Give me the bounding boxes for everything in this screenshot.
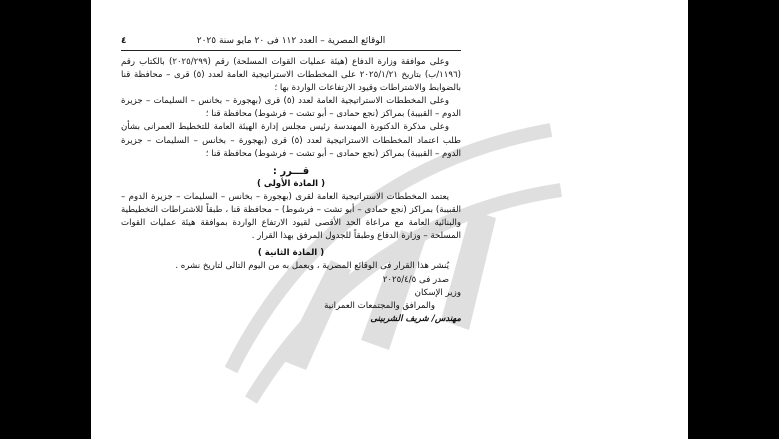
decision-heading: قـــرر : (272, 165, 310, 177)
header-title: الوقائع المصرية – العدد ١١٢ فى ٢٠ مايو سنة ٢٠٢٥ (196, 36, 386, 46)
left-black-margin (0, 0, 91, 439)
issue-date: صدر فى ٢٠٢٥/٤/٥ (382, 274, 449, 285)
paragraph-2: وعلى المخططات الاستراتيجية العامة لعدد (٥) قرى (بهجورة – بخانس – السليمات – جزيرة الدوم – القبيبة) بمراكز (نجع حمادى – أبو تشت – فرشوط) محافظة قنا ؛ (121, 96, 461, 120)
right-black-margin (688, 0, 779, 439)
article-1-heading: ( المادة الأولى ) (256, 178, 326, 189)
signature-block (121, 287, 461, 326)
article-2-text: يُنشر هذا القرار فى الوقائع المصرية ، ويعمل به من اليوم التالى لتاريخ نشره . (175, 261, 449, 272)
page-header (121, 36, 461, 46)
article-2-heading: ( المادة الثانية ) (257, 248, 325, 259)
header-rule (121, 50, 461, 51)
article-1-text: يعتمد المخططات الاستراتيجية العامة لقرى (بهجورة – بخانس – السليمات – جزيرة الدوم – القبيبة) بمراكز (نجع حمادى – أبو تشت – فرشوط) – محافظة قنا ، طبقاً للاشتراطات التخطيطية والبنائية العامة مع مراعاة الحد الأقصى لقيود الارتفاع الواردة بموافقة هيئة عمليات القوات المسلحة – وزارة الدفاع وطبقاً للجدول المرفق بهذا القرار . (121, 191, 461, 242)
signature-title-2: والمرافق والمجتمعات العمرانية (324, 300, 435, 311)
page-number: ٤ (121, 36, 127, 46)
signature-name: مهندس/ شريف الشربينى (370, 313, 461, 324)
document-body (121, 56, 461, 326)
paragraph-1: وعلى موافقة وزارة الدفاع (هيئة عمليات القوات المسلحة) رقم (٢٠٢٥/٢٩٩) بالكتاب رقم (١١٩٦/ب) بتاريخ ٢٠٢٥/١/٢١ على المخططات الاستراتيجية العامة لعدد (٥) قرى – محافظة قنا بالضوابط والاشتراطات وقيود الارتفاعات الواردة بها ؛ (121, 57, 461, 94)
paragraph-3: وعلى مذكرة الدكتورة المهندسة رئيس مجلس إدارة الهيئة العامة للتخطيط العمرانى بشأن طلب اعتماد المخططات الاستراتيجية لعدد (٥) قرى (بهجورة – بخانس – السليمات – جزيرة الدوم – القبيبة) بمراكز (نجع حمادى – أبو تشت – فرشوط) محافظة قنا ؛ (121, 122, 461, 159)
signature-title-1: وزير الإسكان (414, 287, 461, 298)
